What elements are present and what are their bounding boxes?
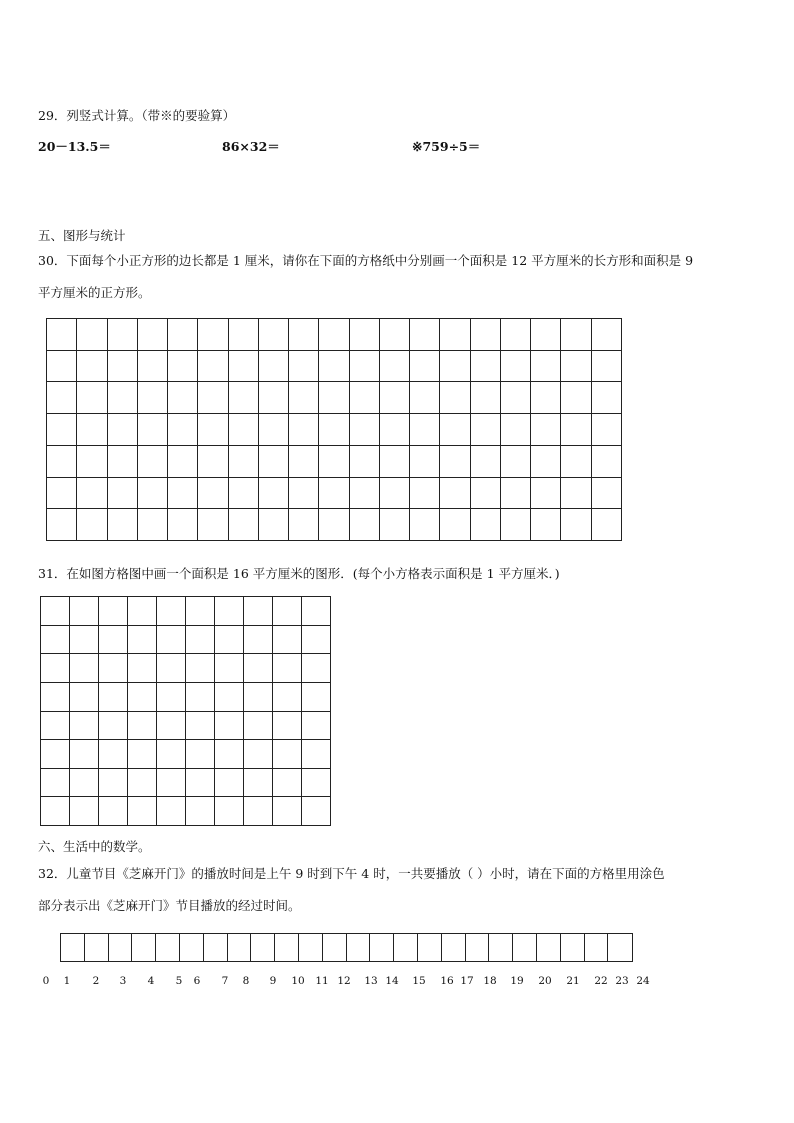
grid-cell[interactable] xyxy=(198,509,228,541)
grid-cell[interactable] xyxy=(349,477,379,509)
grid-cell[interactable] xyxy=(107,350,137,382)
grid-cell[interactable] xyxy=(500,319,530,351)
grid-cell[interactable] xyxy=(70,654,99,683)
grid-cell[interactable] xyxy=(99,597,128,626)
hour-tick-label: 9 xyxy=(269,975,277,987)
hour-tick-label: 6 xyxy=(193,975,201,987)
grid-cell[interactable] xyxy=(289,414,319,446)
grid-cell[interactable] xyxy=(70,711,99,740)
grid-cell[interactable] xyxy=(228,509,258,541)
grid-cell[interactable] xyxy=(107,382,137,414)
grid-cell[interactable] xyxy=(440,414,470,446)
grid-cell[interactable] xyxy=(273,597,302,626)
grid-cell[interactable] xyxy=(47,382,77,414)
hour-cell[interactable] xyxy=(537,934,561,961)
hour-tick-label: 14 xyxy=(385,975,399,987)
grid-cell[interactable] xyxy=(168,350,198,382)
grid-cell[interactable] xyxy=(561,350,591,382)
grid-cell[interactable] xyxy=(47,319,77,351)
grid-cell[interactable] xyxy=(319,477,349,509)
grid-cell[interactable] xyxy=(41,711,70,740)
grid-cell[interactable] xyxy=(244,797,273,826)
grid-cell[interactable] xyxy=(319,350,349,382)
hour-cell[interactable] xyxy=(180,934,204,961)
grid-cell[interactable] xyxy=(168,414,198,446)
grid-cell[interactable] xyxy=(70,797,99,826)
grid-cell[interactable] xyxy=(500,414,530,446)
grid-cell[interactable] xyxy=(561,445,591,477)
grid-cell[interactable] xyxy=(302,797,331,826)
section-6-title: 六、生活中的数学。 xyxy=(38,839,151,854)
grid-cell[interactable] xyxy=(244,711,273,740)
grid-row xyxy=(41,654,331,683)
grid-cell[interactable] xyxy=(99,768,128,797)
hour-tick-label: 2 xyxy=(92,975,100,987)
question-32-line-2: 部分表示出《芝麻开门》节目播放的经过时间。 xyxy=(38,898,301,913)
grid-cell[interactable] xyxy=(302,711,331,740)
grid-cell[interactable] xyxy=(319,382,349,414)
grid-cell[interactable] xyxy=(244,597,273,626)
grid-cell[interactable] xyxy=(379,350,409,382)
grid-cell[interactable] xyxy=(107,414,137,446)
grid-cell[interactable] xyxy=(99,711,128,740)
hour-cell[interactable] xyxy=(394,934,418,961)
grid-cell[interactable] xyxy=(228,319,258,351)
grid-row xyxy=(47,414,622,446)
grid-cell[interactable] xyxy=(410,509,440,541)
grid-cell[interactable] xyxy=(228,382,258,414)
grid-cell[interactable] xyxy=(289,509,319,541)
grid-cell[interactable] xyxy=(47,445,77,477)
grid-cell[interactable] xyxy=(349,350,379,382)
grid-cell[interactable] xyxy=(47,414,77,446)
hour-tick-label: 18 xyxy=(483,975,497,987)
hour-tick-label: 19 xyxy=(510,975,524,987)
grid-cell[interactable] xyxy=(41,797,70,826)
grid-cell[interactable] xyxy=(561,509,591,541)
grid-cell[interactable] xyxy=(531,445,561,477)
grid-cell[interactable] xyxy=(77,509,107,541)
grid-cell[interactable] xyxy=(107,509,137,541)
grid-cell[interactable] xyxy=(215,797,244,826)
grid-cell[interactable] xyxy=(319,509,349,541)
grid-cell[interactable] xyxy=(168,382,198,414)
grid-cell[interactable] xyxy=(186,711,215,740)
grid-cell[interactable] xyxy=(273,654,302,683)
grid-cell[interactable] xyxy=(591,319,622,351)
grid-cell[interactable] xyxy=(77,382,107,414)
hour-cell[interactable] xyxy=(204,934,228,961)
grid-cell[interactable] xyxy=(41,597,70,626)
grid-cell[interactable] xyxy=(561,319,591,351)
grid-cell[interactable] xyxy=(302,597,331,626)
hour-tick-label: 10 xyxy=(291,975,305,987)
grid-cell[interactable] xyxy=(379,319,409,351)
grid-cell[interactable] xyxy=(591,414,622,446)
hour-tick-label: 4 xyxy=(147,975,155,987)
grid-cell[interactable] xyxy=(410,414,440,446)
grid-cell[interactable] xyxy=(99,625,128,654)
grid-cell[interactable] xyxy=(440,445,470,477)
grid-cell[interactable] xyxy=(349,509,379,541)
grid-cell[interactable] xyxy=(99,654,128,683)
grid-cell[interactable] xyxy=(77,477,107,509)
hour-cell[interactable] xyxy=(228,934,252,961)
grid-cell[interactable] xyxy=(410,382,440,414)
grid-cell[interactable] xyxy=(302,740,331,769)
grid-cell[interactable] xyxy=(198,382,228,414)
grid-row xyxy=(47,319,622,351)
hour-tick-label: 23 xyxy=(615,975,629,987)
grid-cell[interactable] xyxy=(186,625,215,654)
grid-cell[interactable] xyxy=(258,350,288,382)
grid-cell[interactable] xyxy=(215,711,244,740)
grid-cell[interactable] xyxy=(289,445,319,477)
grid-cell[interactable] xyxy=(410,319,440,351)
grid-cell[interactable] xyxy=(379,414,409,446)
grid-cell[interactable] xyxy=(157,768,186,797)
hour-cell[interactable] xyxy=(323,934,347,961)
hour-tick-label: 24 xyxy=(636,975,650,987)
grid-cell[interactable] xyxy=(289,382,319,414)
grid-cell[interactable] xyxy=(128,654,157,683)
hour-tick-label: 1 xyxy=(63,975,71,987)
grid-row xyxy=(41,740,331,769)
grid-cell[interactable] xyxy=(470,350,500,382)
grid-cell[interactable] xyxy=(258,414,288,446)
grid-cell[interactable] xyxy=(157,597,186,626)
grid-cell[interactable] xyxy=(531,477,561,509)
hour-cell[interactable] xyxy=(466,934,490,961)
calc-item-3: ※759÷5＝ xyxy=(412,139,481,154)
grid-cell[interactable] xyxy=(470,382,500,414)
grid-cell[interactable] xyxy=(349,445,379,477)
grid-cell[interactable] xyxy=(107,445,137,477)
grid-cell[interactable] xyxy=(410,445,440,477)
grid-cell[interactable] xyxy=(302,768,331,797)
grid-cell[interactable] xyxy=(244,625,273,654)
grid-cell[interactable] xyxy=(157,711,186,740)
grid-cell[interactable] xyxy=(500,382,530,414)
grid-cell[interactable] xyxy=(70,597,99,626)
grid-cell[interactable] xyxy=(440,509,470,541)
grid-cell[interactable] xyxy=(137,319,167,351)
grid-cell[interactable] xyxy=(228,350,258,382)
hour-cell[interactable] xyxy=(513,934,537,961)
grid-cell[interactable] xyxy=(244,682,273,711)
hour-tick-label: 13 xyxy=(364,975,378,987)
grid-cell[interactable] xyxy=(157,682,186,711)
grid-row xyxy=(41,711,331,740)
grid-cell[interactable] xyxy=(273,797,302,826)
grid-cell[interactable] xyxy=(41,740,70,769)
grid-cell[interactable] xyxy=(258,319,288,351)
grid-cell[interactable] xyxy=(531,414,561,446)
grid-cell[interactable] xyxy=(198,350,228,382)
grid-cell[interactable] xyxy=(273,768,302,797)
grid-cell[interactable] xyxy=(289,477,319,509)
grid-cell[interactable] xyxy=(157,797,186,826)
grid-cell[interactable] xyxy=(258,382,288,414)
grid-cell[interactable] xyxy=(107,477,137,509)
grid-cell[interactable] xyxy=(99,740,128,769)
grid-cell[interactable] xyxy=(440,319,470,351)
grid-cell[interactable] xyxy=(128,597,157,626)
hour-tick-label: 22 xyxy=(594,975,608,987)
grid-cell[interactable] xyxy=(258,445,288,477)
grid-cell[interactable] xyxy=(591,382,622,414)
grid-cell[interactable] xyxy=(470,445,500,477)
grid-cell[interactable] xyxy=(258,477,288,509)
hour-cell[interactable] xyxy=(608,934,632,961)
grid-cell[interactable] xyxy=(349,319,379,351)
grid-cell[interactable] xyxy=(591,445,622,477)
grid-cell[interactable] xyxy=(70,768,99,797)
grid-cell[interactable] xyxy=(198,445,228,477)
grid-cell[interactable] xyxy=(349,414,379,446)
question-30-line-2: 平方厘米的正方形。 xyxy=(38,285,151,300)
grid-cell[interactable] xyxy=(128,682,157,711)
grid-row xyxy=(47,477,622,509)
grid-cell[interactable] xyxy=(70,740,99,769)
grid-cell[interactable] xyxy=(319,319,349,351)
section-5-title: 五、图形与统计 xyxy=(38,228,126,243)
grid-cell[interactable] xyxy=(157,654,186,683)
grid-cell[interactable] xyxy=(215,654,244,683)
grid-cell[interactable] xyxy=(137,445,167,477)
grid-cell[interactable] xyxy=(157,740,186,769)
grid-cell[interactable] xyxy=(137,350,167,382)
hour-cell[interactable] xyxy=(299,934,323,961)
grid-cell[interactable] xyxy=(228,414,258,446)
grid-cell[interactable] xyxy=(215,768,244,797)
grid-cell[interactable] xyxy=(302,682,331,711)
grid-cell[interactable] xyxy=(302,625,331,654)
grid-cell[interactable] xyxy=(319,445,349,477)
grid-cell[interactable] xyxy=(470,477,500,509)
question-31-text: 31．在如图方格图中画一个面积是 16 平方厘米的图形．(每个小方格表示面积是 1 平方厘米．) xyxy=(38,566,560,581)
question-32-line-1: 32．儿童节目《芝麻开门》的播放时间是上午 9 时到下午 4 时，一共要播放（ ）小时，请在下面的方格里用涂色 xyxy=(38,866,665,881)
hour-cell[interactable] xyxy=(132,934,156,961)
grid-cell[interactable] xyxy=(531,382,561,414)
grid-cell[interactable] xyxy=(168,319,198,351)
grid-row xyxy=(41,625,331,654)
grid-cell[interactable] xyxy=(379,509,409,541)
grid-row xyxy=(41,682,331,711)
grid-cell[interactable] xyxy=(531,319,561,351)
hour-tick-label: 15 xyxy=(412,975,426,987)
grid-cell[interactable] xyxy=(168,477,198,509)
grid-cell[interactable] xyxy=(47,477,77,509)
hour-tick-label: 20 xyxy=(538,975,552,987)
grid-cell[interactable] xyxy=(128,711,157,740)
grid-cell[interactable] xyxy=(273,625,302,654)
grid-cell[interactable] xyxy=(500,477,530,509)
question-30-line-1: 30．下面每个小正方形的边长都是 1 厘米，请你在下面的方格纸中分别画一个面积是 12 平方厘米的长方形和面积是 9 xyxy=(38,253,694,268)
hour-tick-label: 8 xyxy=(242,975,250,987)
grid-cell[interactable] xyxy=(228,477,258,509)
grid-cell[interactable] xyxy=(186,654,215,683)
grid-cell[interactable] xyxy=(157,625,186,654)
grid-cell[interactable] xyxy=(99,797,128,826)
grid-cell[interactable] xyxy=(128,768,157,797)
grid-cell[interactable] xyxy=(215,625,244,654)
grid-cell[interactable] xyxy=(273,740,302,769)
grid-cell[interactable] xyxy=(302,654,331,683)
grid-cell[interactable] xyxy=(186,740,215,769)
grid-cell[interactable] xyxy=(128,625,157,654)
hour-cell[interactable] xyxy=(370,934,394,961)
grid-cell[interactable] xyxy=(470,414,500,446)
grid-cell[interactable] xyxy=(319,414,349,446)
grid-cell[interactable] xyxy=(215,740,244,769)
grid-cell[interactable] xyxy=(137,477,167,509)
grid-paper-30[interactable] xyxy=(46,318,622,541)
grid-cell[interactable] xyxy=(70,682,99,711)
grid-cell[interactable] xyxy=(289,319,319,351)
grid-cell[interactable] xyxy=(186,797,215,826)
grid-cell[interactable] xyxy=(561,382,591,414)
grid-cell[interactable] xyxy=(500,445,530,477)
grid-cell[interactable] xyxy=(561,414,591,446)
grid-cell[interactable] xyxy=(273,682,302,711)
grid-cell[interactable] xyxy=(41,768,70,797)
grid-row xyxy=(47,350,622,382)
grid-row xyxy=(47,382,622,414)
grid-cell[interactable] xyxy=(128,740,157,769)
grid-cell[interactable] xyxy=(591,350,622,382)
hour-cell[interactable] xyxy=(442,934,466,961)
grid-cell[interactable] xyxy=(77,414,107,446)
grid-cell[interactable] xyxy=(410,477,440,509)
grid-cell[interactable] xyxy=(41,682,70,711)
hour-tick-label: 21 xyxy=(566,975,580,987)
grid-cell[interactable] xyxy=(379,477,409,509)
grid-cell[interactable] xyxy=(244,768,273,797)
grid-cell[interactable] xyxy=(591,509,622,541)
grid-cell[interactable] xyxy=(198,319,228,351)
hour-tick-label: 16 xyxy=(440,975,454,987)
hour-cell[interactable] xyxy=(251,934,275,961)
grid-cell[interactable] xyxy=(186,768,215,797)
grid-cell[interactable] xyxy=(186,597,215,626)
grid-cell[interactable] xyxy=(410,350,440,382)
hour-tick-label: 7 xyxy=(221,975,229,987)
grid-paper-31[interactable] xyxy=(40,596,331,826)
grid-cell[interactable] xyxy=(258,509,288,541)
grid-cell[interactable] xyxy=(244,740,273,769)
grid-cell[interactable] xyxy=(128,797,157,826)
grid-cell[interactable] xyxy=(137,509,167,541)
hour-cell[interactable] xyxy=(156,934,180,961)
grid-cell[interactable] xyxy=(137,382,167,414)
hour-cell[interactable] xyxy=(489,934,513,961)
grid-cell[interactable] xyxy=(379,382,409,414)
grid-cell[interactable] xyxy=(168,445,198,477)
grid-cell[interactable] xyxy=(77,445,107,477)
grid-row xyxy=(47,509,622,541)
calc-item-2: 86×32＝ xyxy=(222,139,280,154)
grid-cell[interactable] xyxy=(70,625,99,654)
grid-cell[interactable] xyxy=(186,682,215,711)
grid-cell[interactable] xyxy=(500,509,530,541)
grid-cell[interactable] xyxy=(47,350,77,382)
grid-cell[interactable] xyxy=(470,319,500,351)
question-29-title: 29．列竖式计算。（带※的要验算） xyxy=(38,108,236,123)
grid-cell[interactable] xyxy=(198,414,228,446)
grid-cell[interactable] xyxy=(137,414,167,446)
time-strip[interactable] xyxy=(60,933,633,962)
grid-cell[interactable] xyxy=(215,682,244,711)
grid-cell[interactable] xyxy=(440,382,470,414)
grid-cell[interactable] xyxy=(531,509,561,541)
grid-row xyxy=(41,597,331,626)
hour-cell[interactable] xyxy=(585,934,609,961)
grid-row xyxy=(41,797,331,826)
grid-row xyxy=(41,768,331,797)
hour-tick-label: 11 xyxy=(315,975,329,987)
grid-cell[interactable] xyxy=(500,350,530,382)
hour-tick-label: 0 xyxy=(42,975,50,987)
hour-cell[interactable] xyxy=(61,934,85,961)
grid-cell[interactable] xyxy=(47,509,77,541)
grid-cell[interactable] xyxy=(591,477,622,509)
grid-cell[interactable] xyxy=(531,350,561,382)
grid-cell[interactable] xyxy=(41,654,70,683)
hour-tick-label: 3 xyxy=(119,975,127,987)
grid-cell[interactable] xyxy=(228,445,258,477)
grid-cell[interactable] xyxy=(41,625,70,654)
grid-cell[interactable] xyxy=(107,319,137,351)
grid-cell[interactable] xyxy=(349,382,379,414)
grid-cell[interactable] xyxy=(440,350,470,382)
hour-cell[interactable] xyxy=(85,934,109,961)
grid-cell[interactable] xyxy=(244,654,273,683)
grid-cell[interactable] xyxy=(273,711,302,740)
hour-tick-label: 12 xyxy=(337,975,351,987)
hour-cell[interactable] xyxy=(418,934,442,961)
grid-cell[interactable] xyxy=(99,682,128,711)
hour-tick-label: 5 xyxy=(175,975,183,987)
grid-row xyxy=(47,445,622,477)
hour-cell[interactable] xyxy=(561,934,585,961)
grid-cell[interactable] xyxy=(440,477,470,509)
grid-cell[interactable] xyxy=(379,445,409,477)
grid-cell[interactable] xyxy=(77,350,107,382)
grid-cell[interactable] xyxy=(561,477,591,509)
grid-cell[interactable] xyxy=(215,597,244,626)
hour-cell[interactable] xyxy=(347,934,371,961)
grid-cell[interactable] xyxy=(168,509,198,541)
hour-tick-label: 17 xyxy=(460,975,474,987)
grid-cell[interactable] xyxy=(77,319,107,351)
grid-cell[interactable] xyxy=(289,350,319,382)
grid-cell[interactable] xyxy=(198,477,228,509)
hour-cell[interactable] xyxy=(275,934,299,961)
hour-cell[interactable] xyxy=(109,934,133,961)
grid-cell[interactable] xyxy=(470,509,500,541)
calc-item-1: 20－13.5＝ xyxy=(38,139,111,154)
